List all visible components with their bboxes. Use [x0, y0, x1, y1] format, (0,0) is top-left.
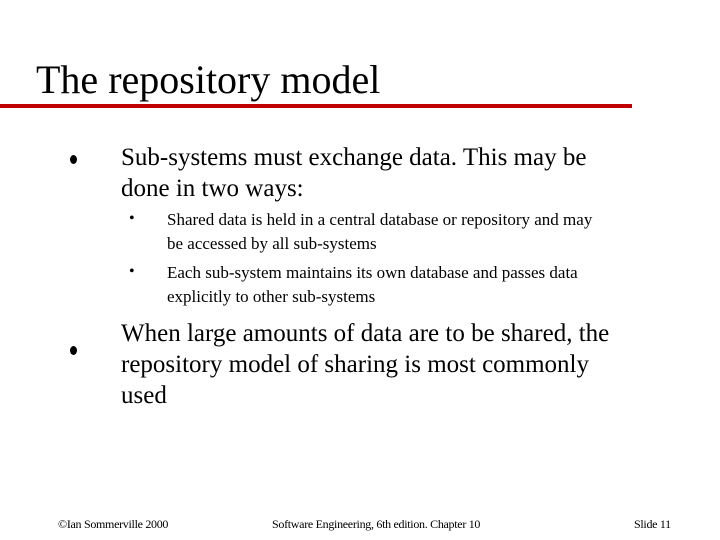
sub-bullet-1-line-1: Shared data is held in a central database or repository and may — [167, 210, 593, 229]
bullet-2-line-2: repository model of sharing is most commonly — [121, 351, 590, 378]
bullet-text-2 — [121, 318, 681, 411]
sub-bullet-1-line-2: be accessed by all sub-systems — [167, 234, 377, 253]
bullet-1-line-1: Sub-systems must exchange data. This may be — [121, 144, 587, 171]
footer-book: Software Engineering, 6th edition. Chapter 10 — [272, 517, 481, 531]
bullet-1-line-2: done in two ways: — [121, 175, 304, 202]
footer-slide-number: Slide 11 — [634, 517, 671, 531]
sub-bullet-icon: • — [129, 263, 135, 280]
slide-title: The repository model — [36, 57, 381, 102]
bullet-icon — [70, 346, 77, 355]
bullet-icon — [70, 155, 77, 164]
bullet-2-line-1: When large amounts of data are to be shared, the — [121, 320, 610, 347]
sub-bullet-icon: • — [129, 210, 135, 227]
sub-bullet-2-line-1: Each sub-system maintains its own database and passes data — [167, 263, 578, 282]
sub-bullet-text-2 — [167, 261, 707, 309]
title-underline — [0, 104, 632, 108]
footer-copyright: ©Ian Sommerville 2000 — [58, 517, 169, 531]
bullet-text-1 — [121, 142, 681, 204]
sub-bullet-2-line-2: explicitly to other sub-systems — [167, 287, 376, 306]
bullet-2-line-3: used — [121, 382, 167, 409]
sub-bullet-text-1 — [167, 208, 707, 256]
